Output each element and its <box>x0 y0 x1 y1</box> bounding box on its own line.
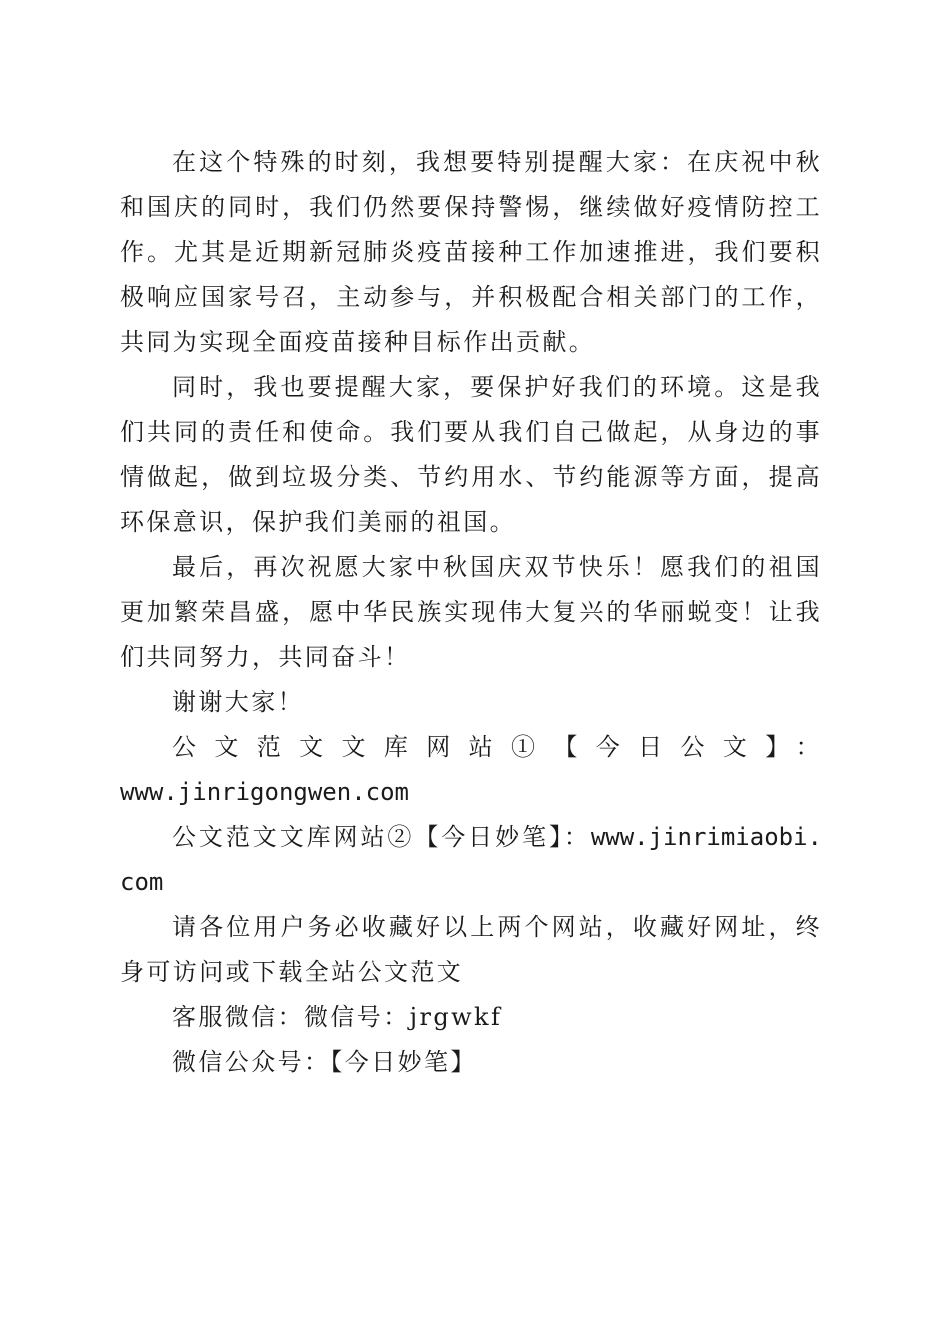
site2-url[interactable]: www.jinrimiaobi.com <box>120 823 822 896</box>
paragraph-environment: 同时，我也要提醒大家，要保护好我们的环境。这是我们共同的责任和使命。我们要从我们自己做起，从身边的事情做起，做到垃圾分类、节约用水、节约能源等方面，提高环保意识，保护我们美丽的祖国。 <box>120 373 822 536</box>
service-wechat: 客服微信：微信号：jrgwkf <box>172 1003 503 1031</box>
official-account: 微信公众号：【今日妙笔】 <box>172 1048 477 1076</box>
paragraph-epidemic-prevention: 在这个特殊的时刻，我想要特别提醒大家：在庆祝中秋和国庆的同时，我们仍然要保持警惕，继续做好疫情防控工作。尤其是近期新冠肺炎疫苗接种工作加速推进，我们要积极响应国家号召，主动参与，并积极配合相关部门的工作，共同为实现全面疫苗接种目标作出贡献。 <box>120 148 822 356</box>
site1-line <box>120 725 822 770</box>
document-body <box>120 140 822 1085</box>
site2-label: 公文范文文库网站②【今日妙笔】： <box>172 823 591 851</box>
site1-url[interactable]: www.jinrigongwen.com <box>120 778 409 806</box>
site2-line <box>120 815 822 905</box>
paragraph-thanks: 谢谢大家！ <box>172 688 304 716</box>
paragraph-blessing: 最后，再次祝愿大家中秋国庆双节快乐！愿我们的祖国更加繁荣昌盛，愿中华民族实现伟大复兴的华丽蜕变！让我们共同努力，共同奋斗！ <box>120 553 822 671</box>
bookmark-notice: 请各位用户务必收藏好以上两个网站，收藏好网址，终身可访问或下载全站公文范文 <box>120 913 822 986</box>
site1-label: 公文范文文库网站①【今日公文】： <box>172 733 822 761</box>
site1-url-line <box>120 770 822 815</box>
